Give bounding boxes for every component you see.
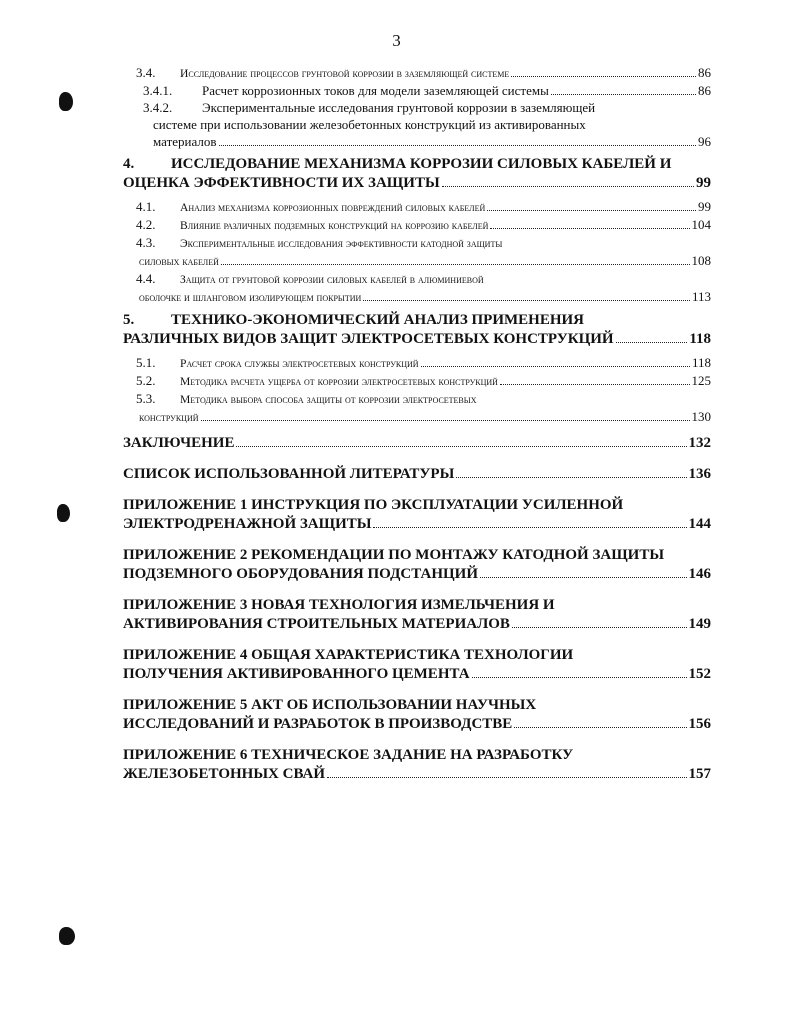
toc-title-line-1: Экспериментальные исследования эффективности катодной защиты: [180, 237, 503, 250]
toc-title-line-2: АКТИВИРОВАНИЯ СТРОИТЕЛЬНЫХ МАТЕРИАЛОВ: [123, 616, 510, 632]
toc-title-line-1: Экспериментальные исследования грунтовой коррозии в заземляющей: [202, 100, 596, 115]
dot-leader: [490, 228, 689, 229]
toc-page: 130: [691, 409, 711, 424]
toc-entry-4-3[interactable]: [123, 234, 711, 270]
toc-page: 157: [688, 766, 711, 782]
toc-title-line-3: материалов: [153, 134, 217, 149]
toc-page: 156: [688, 716, 711, 732]
toc-entry-appendix-1[interactable]: [123, 496, 711, 534]
page-number: 3: [392, 31, 401, 50]
toc-title-line-1: Защита от грунтовой коррозии силовых кабелей в алюминиевой: [180, 273, 484, 286]
toc-entry-5-2[interactable]: [123, 372, 711, 390]
toc-title-line-2: оболочке и шланговом изолирующем покрытии: [139, 291, 362, 304]
table-of-contents: [123, 64, 711, 784]
dot-leader: [201, 420, 690, 421]
toc-title-line-2: системе при использовании железобетонных конструкций из активированных: [153, 117, 586, 132]
dot-leader: [442, 186, 694, 187]
toc-entry-references[interactable]: [123, 465, 711, 484]
toc-entry-appendix-2[interactable]: [123, 546, 711, 584]
dot-leader: [363, 300, 690, 301]
dot-leader: [616, 342, 688, 343]
toc-entry-appendix-6[interactable]: [123, 746, 711, 784]
toc-page: 118: [691, 355, 711, 370]
toc-number: 5.2.: [136, 373, 156, 388]
toc-title: Расчет коррозионных токов для модели заземляющей системы: [202, 83, 549, 98]
dot-leader: [236, 446, 686, 447]
toc-entry-4-2[interactable]: [123, 216, 711, 234]
toc-entry-5[interactable]: [123, 311, 711, 349]
toc-title-line-1: ПРИЛОЖЕНИЕ 3 НОВАЯ ТЕХНОЛОГИЯ ИЗМЕЛЬЧЕНИЯ И: [123, 597, 555, 613]
toc-title: ЗАКЛЮЧЕНИЕ: [123, 435, 235, 451]
toc-page: 99: [698, 199, 711, 214]
toc-title-line-1: Методика выбора способа защиты от коррозии электросетевых: [180, 393, 477, 406]
toc-page: 149: [688, 616, 711, 632]
toc-number: 3.4.1.: [143, 83, 173, 98]
toc-page: 113: [691, 289, 711, 304]
toc-title-line-2: ИССЛЕДОВАНИЙ И РАЗРАБОТОК В ПРОИЗВОДСТВЕ: [123, 716, 513, 732]
dot-leader: [472, 677, 687, 678]
toc-title: Методика расчета ущерба от коррозии электросетевых конструкций: [180, 375, 498, 388]
toc-entry-4-1[interactable]: [123, 198, 711, 216]
toc-page: 86: [698, 83, 711, 98]
toc-title-line-1: ПРИЛОЖЕНИЕ 2 РЕКОМЕНДАЦИИ ПО МОНТАЖУ КАТОДНОЙ ЗАЩИТЫ: [123, 547, 665, 563]
toc-title-line-1: ПРИЛОЖЕНИЕ 6 ТЕХНИЧЕСКОЕ ЗАДАНИЕ НА РАЗРАБОТКУ: [123, 747, 574, 763]
dot-leader: [514, 727, 686, 728]
toc-title: Влияние различных подземных конструкций на коррозию кабелей: [180, 219, 489, 232]
toc-page: 146: [688, 566, 711, 582]
toc-entry-5-3[interactable]: [123, 390, 711, 426]
toc-entry-3-4-1[interactable]: [123, 82, 711, 99]
toc-title: Исследование процессов грунтовой коррозии в заземляющей системе: [180, 67, 510, 80]
toc-entry-3-4[interactable]: [123, 64, 711, 82]
toc-title-line-2: ПОДЗЕМНОГО ОБОРУДОВАНИЯ ПОДСТАНЦИЙ: [123, 566, 479, 582]
toc-title-line-2: РАЗЛИЧНЫХ ВИДОВ ЗАЩИТ ЭЛЕКТРОСЕТЕВЫХ КОНСТРУКЦИЙ: [123, 331, 614, 347]
toc-title-line-1: ПРИЛОЖЕНИЕ 4 ОБЩАЯ ХАРАКТЕРИСТИКА ТЕХНОЛОГИИ: [123, 647, 574, 663]
dot-leader: [500, 384, 690, 385]
dot-leader: [221, 264, 690, 265]
toc-entry-appendix-4[interactable]: [123, 646, 711, 684]
toc-title: СПИСОК ИСПОЛЬЗОВАННОЙ ЛИТЕРАТУРЫ: [123, 466, 455, 482]
toc-page: 118: [689, 331, 711, 347]
toc-entry-4[interactable]: [123, 155, 711, 193]
toc-number: 4.4.: [136, 271, 156, 286]
toc-entry-conclusion[interactable]: [123, 434, 711, 453]
toc-title-line-2: конструкций: [139, 411, 199, 424]
toc-number: 5.3.: [136, 391, 156, 406]
toc-title-line-2: ЭЛЕКТРОДРЕНАЖНОЙ ЗАЩИТЫ: [123, 516, 372, 532]
toc-number: 4.3.: [136, 235, 156, 250]
toc-title-line-2: силовых кабелей: [139, 255, 219, 268]
toc-title-line-1: ИССЛЕДОВАНИЕ МЕХАНИЗМА КОРРОЗИИ СИЛОВЫХ КАБЕЛЕЙ И: [171, 156, 672, 172]
dot-leader: [219, 145, 697, 146]
toc-page: 144: [688, 516, 711, 532]
toc-number: 4.: [123, 156, 135, 172]
dot-leader: [327, 777, 686, 778]
toc-number: 4.2.: [136, 217, 156, 232]
toc-title: Анализ механизма коррозионных повреждений силовых кабелей: [180, 201, 486, 214]
toc-title-line-1: ТЕХНИКО-ЭКОНОМИЧЕСКИЙ АНАЛИЗ ПРИМЕНЕНИЯ: [171, 312, 584, 328]
dot-leader: [421, 366, 690, 367]
toc-page: 96: [698, 134, 711, 149]
toc-page: 132: [688, 435, 711, 451]
toc-entry-appendix-5[interactable]: [123, 696, 711, 734]
toc-entry-3-4-2[interactable]: [123, 99, 711, 150]
toc-page: 104: [691, 217, 711, 232]
toc-entry-appendix-3[interactable]: [123, 596, 711, 634]
toc-number: 5.1.: [136, 355, 156, 370]
toc-page: 99: [696, 175, 711, 191]
toc-number: 5.: [123, 312, 135, 328]
dot-leader: [480, 577, 686, 578]
toc-title-line-1: ПРИЛОЖЕНИЕ 5 АКТ ОБ ИСПОЛЬЗОВАНИИ НАУЧНЫХ: [123, 697, 537, 713]
toc-page: 152: [688, 666, 711, 682]
toc-title-line-2: ОЦЕНКА ЭФФЕКТИВНОСТИ ИХ ЗАЩИТЫ: [123, 175, 440, 191]
dot-leader: [512, 627, 687, 628]
toc-title-line-1: ПРИЛОЖЕНИЕ 1 ИНСТРУКЦИЯ ПО ЭКСПЛУАТАЦИИ УСИЛЕННОЙ: [123, 497, 624, 513]
scan-blot-middle: [57, 504, 70, 522]
toc-entry-4-4[interactable]: [123, 270, 711, 306]
scan-blot-bottom: [59, 927, 75, 945]
toc-entry-5-1[interactable]: [123, 354, 711, 372]
dot-leader: [373, 527, 686, 528]
dot-leader: [456, 477, 686, 478]
dot-leader: [551, 94, 696, 95]
toc-page: 136: [688, 466, 711, 482]
toc-title-line-2: ЖЕЛЕЗОБЕТОННЫХ СВАЙ: [123, 766, 326, 782]
toc-title-line-2: ПОЛУЧЕНИЯ АКТИВИРОВАННОГО ЦЕМЕНТА: [123, 666, 470, 682]
toc-number: 4.1.: [136, 199, 156, 214]
toc-title: Расчет срока службы электросетевых конструкций: [180, 357, 419, 370]
toc-page: 108: [691, 253, 711, 268]
toc-page: 86: [698, 65, 711, 80]
toc-page: 125: [691, 373, 711, 388]
toc-number: 3.4.2.: [143, 100, 173, 115]
dot-leader: [511, 76, 696, 77]
toc-number: 3.4.: [136, 65, 156, 80]
dot-leader: [487, 210, 696, 211]
scan-blot-top: [59, 92, 73, 111]
